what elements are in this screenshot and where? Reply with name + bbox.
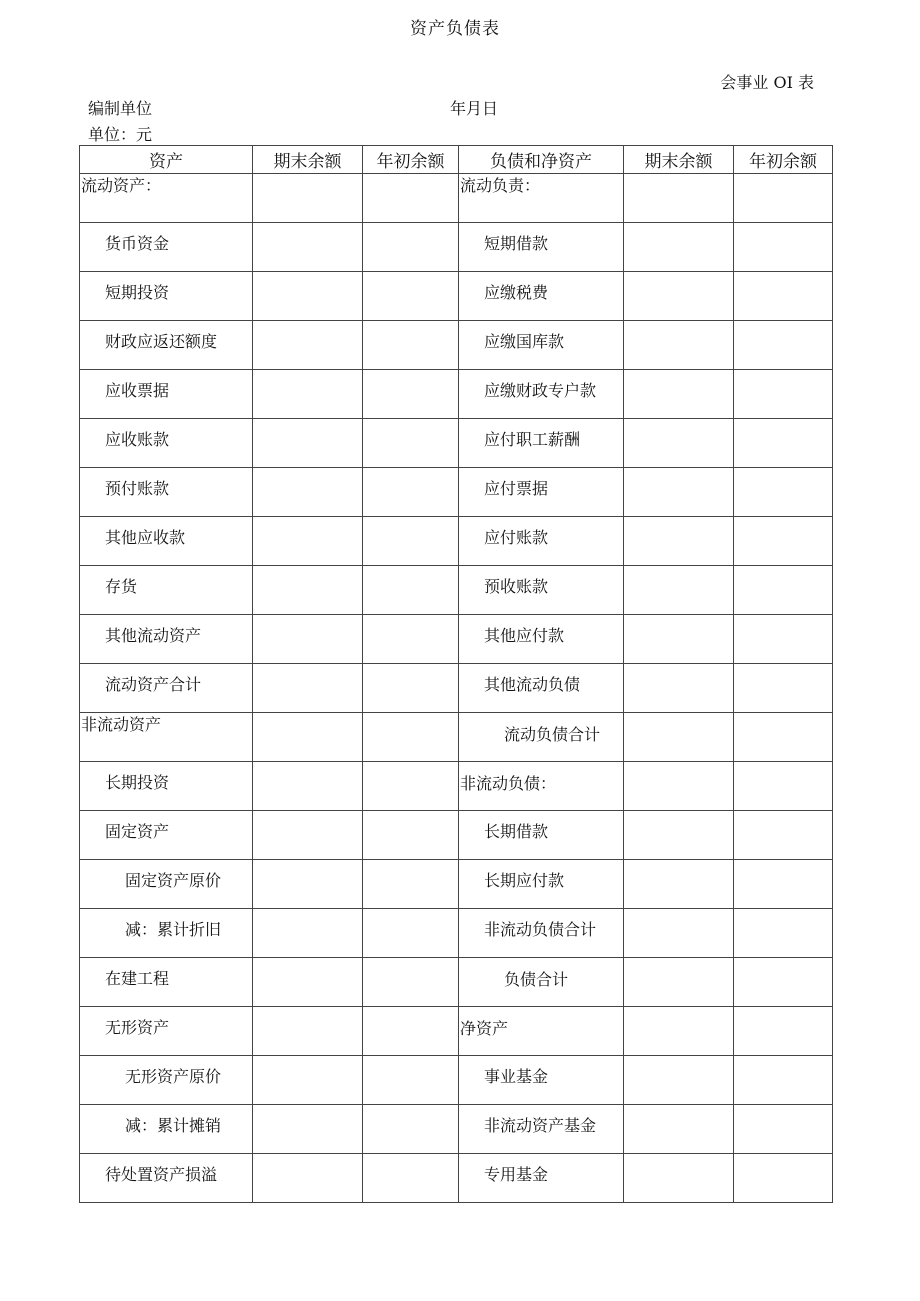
asset-ending-balance-cell[interactable] — [253, 860, 363, 909]
asset-item-cell — [80, 370, 253, 419]
liability-ending-balance-cell[interactable] — [624, 566, 734, 615]
liability-item-cell — [459, 1007, 624, 1056]
header-row — [80, 146, 833, 174]
asset-item-cell — [80, 272, 253, 321]
table-body — [80, 174, 833, 1203]
asset-ending-balance-cell[interactable] — [253, 1007, 363, 1056]
liability-item-label: 非流动负债： — [460, 774, 557, 793]
liability-item-label: 应缴财政专户款 — [484, 381, 597, 400]
table-row — [80, 1105, 833, 1154]
col-header-assets: 资产 — [80, 146, 253, 174]
asset-opening-balance-cell[interactable] — [363, 468, 459, 517]
asset-opening-balance-cell[interactable] — [363, 1154, 459, 1203]
liability-item-cell — [459, 517, 624, 566]
liability-opening-balance-cell[interactable] — [734, 468, 833, 517]
asset-ending-balance-cell[interactable] — [253, 713, 363, 762]
table-row — [80, 419, 833, 468]
asset-item-label: 在建工程 — [105, 969, 170, 988]
liability-opening-balance-cell[interactable] — [734, 272, 833, 321]
asset-opening-balance-cell[interactable] — [363, 1105, 459, 1154]
liability-opening-balance-cell[interactable] — [734, 566, 833, 615]
asset-opening-balance-cell[interactable] — [363, 1056, 459, 1105]
liability-item-cell — [459, 1105, 624, 1154]
compiler-label: 编制单位 — [88, 99, 153, 118]
liability-opening-balance-cell[interactable] — [734, 860, 833, 909]
asset-item-cell — [80, 517, 253, 566]
asset-opening-balance-cell[interactable] — [363, 811, 459, 860]
asset-opening-balance-cell[interactable] — [363, 762, 459, 811]
asset-item-cell — [80, 419, 253, 468]
asset-item-cell — [80, 1056, 253, 1105]
asset-opening-balance-cell[interactable] — [363, 517, 459, 566]
liability-opening-balance-cell[interactable] — [734, 958, 833, 1007]
asset-ending-balance-cell[interactable] — [253, 223, 363, 272]
asset-opening-balance-cell[interactable] — [363, 615, 459, 664]
table-row — [80, 321, 833, 370]
liability-ending-balance-cell[interactable] — [624, 370, 734, 419]
liability-item-label: 非流动负债合计 — [484, 920, 597, 939]
asset-item-label: 非流动资产 — [81, 715, 162, 734]
asset-item-cell — [80, 713, 253, 762]
col-header-liability-ending-balance: 期末余额 — [624, 146, 734, 174]
liability-item-label: 专用基金 — [484, 1165, 549, 1184]
liability-item-cell — [459, 713, 624, 762]
liability-opening-balance-cell[interactable] — [734, 223, 833, 272]
liability-item-label: 其他流动负债 — [484, 675, 581, 694]
asset-ending-balance-cell[interactable] — [253, 174, 363, 223]
asset-item-label: 短期投资 — [105, 283, 170, 302]
liability-item-label: 长期应付款 — [484, 871, 565, 890]
asset-opening-balance-cell[interactable] — [363, 958, 459, 1007]
date-label: 年月日 — [450, 99, 499, 118]
liability-item-label: 非流动资产基金 — [484, 1116, 597, 1135]
liability-item-label: 净资产 — [460, 1019, 509, 1038]
col-header-asset-opening-balance: 年初余额 — [363, 146, 459, 174]
asset-item-label: 货币资金 — [105, 234, 170, 253]
liability-item-cell — [459, 370, 624, 419]
asset-item-cell — [80, 174, 253, 223]
asset-ending-balance-cell[interactable] — [253, 958, 363, 1007]
liability-opening-balance-cell[interactable] — [734, 419, 833, 468]
asset-opening-balance-cell[interactable] — [363, 1007, 459, 1056]
asset-ending-balance-cell[interactable] — [253, 517, 363, 566]
asset-item-label: 固定资产 — [105, 822, 170, 841]
asset-item-label: 流动资产合计 — [105, 675, 202, 694]
asset-item-label: 预付账款 — [105, 479, 170, 498]
asset-item-cell — [80, 860, 253, 909]
table-row — [80, 860, 833, 909]
liability-item-cell — [459, 321, 624, 370]
liability-ending-balance-cell[interactable] — [624, 223, 734, 272]
asset-item-cell — [80, 321, 253, 370]
asset-ending-balance-cell[interactable] — [253, 1105, 363, 1154]
asset-opening-balance-cell[interactable] — [363, 860, 459, 909]
liability-item-cell — [459, 566, 624, 615]
asset-item-label: 固定资产原价 — [125, 871, 222, 890]
liability-item-label: 预收账款 — [484, 577, 549, 596]
liability-opening-balance-cell[interactable] — [734, 762, 833, 811]
asset-item-cell — [80, 615, 253, 664]
table-row — [80, 1056, 833, 1105]
asset-opening-balance-cell[interactable] — [363, 223, 459, 272]
asset-ending-balance-cell[interactable] — [253, 370, 363, 419]
liability-ending-balance-cell[interactable] — [624, 1007, 734, 1056]
liability-item-cell — [459, 762, 624, 811]
liability-ending-balance-cell[interactable] — [624, 174, 734, 223]
liability-item-label: 事业基金 — [484, 1067, 549, 1086]
liability-item-cell — [459, 1154, 624, 1203]
asset-ending-balance-cell[interactable] — [253, 615, 363, 664]
liability-ending-balance-cell[interactable] — [624, 860, 734, 909]
asset-item-label: 存货 — [105, 577, 138, 596]
asset-item-label: 减：累计折旧 — [125, 920, 222, 939]
liability-ending-balance-cell[interactable] — [624, 811, 734, 860]
asset-opening-balance-cell[interactable] — [363, 321, 459, 370]
liability-opening-balance-cell[interactable] — [734, 909, 833, 958]
liability-opening-balance-cell[interactable] — [734, 517, 833, 566]
unit-label: 单位：元 — [88, 125, 153, 144]
liability-ending-balance-cell[interactable] — [624, 958, 734, 1007]
liability-opening-balance-cell[interactable] — [734, 321, 833, 370]
asset-item-cell — [80, 566, 253, 615]
liability-ending-balance-cell[interactable] — [624, 1056, 734, 1105]
asset-ending-balance-cell[interactable] — [253, 811, 363, 860]
asset-item-cell — [80, 762, 253, 811]
asset-item-label: 无形资产 — [105, 1018, 170, 1037]
liability-ending-balance-cell[interactable] — [624, 615, 734, 664]
asset-ending-balance-cell[interactable] — [253, 468, 363, 517]
asset-ending-balance-cell[interactable] — [253, 1154, 363, 1203]
asset-ending-balance-cell[interactable] — [253, 272, 363, 321]
table-row — [80, 1154, 833, 1203]
liability-item-label: 应付票据 — [484, 479, 549, 498]
liability-item-label: 应付账款 — [484, 528, 549, 547]
table-row — [80, 615, 833, 664]
asset-opening-balance-cell[interactable] — [363, 566, 459, 615]
asset-item-label: 其他流动资产 — [105, 626, 202, 645]
asset-item-label: 流动资产： — [81, 176, 162, 195]
liability-item-cell — [459, 1056, 624, 1105]
table-row — [80, 958, 833, 1007]
liability-item-label: 其他应付款 — [484, 626, 565, 645]
asset-item-cell — [80, 1105, 253, 1154]
col-header-liabilities: 负债和净资产 — [459, 146, 624, 174]
form-code: 会事业 OI 表 — [720, 73, 814, 92]
asset-item-cell — [80, 664, 253, 713]
asset-item-cell — [80, 909, 253, 958]
liability-ending-balance-cell[interactable] — [624, 321, 734, 370]
liability-ending-balance-cell[interactable] — [624, 272, 734, 321]
table-row — [80, 272, 833, 321]
asset-item-label: 待处置资产损溢 — [105, 1165, 218, 1184]
asset-item-label: 长期投资 — [105, 773, 170, 792]
liability-item-cell — [459, 174, 624, 223]
liability-item-cell — [459, 419, 624, 468]
asset-opening-balance-cell[interactable] — [363, 419, 459, 468]
liability-item-cell — [459, 909, 624, 958]
liability-opening-balance-cell[interactable] — [734, 370, 833, 419]
asset-item-cell — [80, 223, 253, 272]
asset-item-label: 财政应返还额度 — [105, 332, 218, 351]
asset-ending-balance-cell[interactable] — [253, 762, 363, 811]
liability-opening-balance-cell[interactable] — [734, 1154, 833, 1203]
liability-item-label: 应缴国库款 — [484, 332, 565, 351]
liability-opening-balance-cell[interactable] — [734, 713, 833, 762]
liability-item-label: 长期借款 — [484, 822, 549, 841]
table-row — [80, 713, 833, 762]
liability-item-cell — [459, 860, 624, 909]
asset-item-cell — [80, 958, 253, 1007]
asset-opening-balance-cell[interactable] — [363, 713, 459, 762]
asset-item-label: 其他应收款 — [105, 528, 186, 547]
liability-ending-balance-cell[interactable] — [624, 419, 734, 468]
liability-ending-balance-cell[interactable] — [624, 762, 734, 811]
liability-item-cell — [459, 811, 624, 860]
asset-opening-balance-cell[interactable] — [363, 664, 459, 713]
liability-item-label: 短期借款 — [484, 234, 549, 253]
asset-ending-balance-cell[interactable] — [253, 1056, 363, 1105]
asset-item-cell — [80, 1154, 253, 1203]
asset-item-label: 无形资产原价 — [125, 1067, 222, 1086]
liability-item-cell — [459, 468, 624, 517]
table-row — [80, 174, 833, 223]
table-row — [80, 664, 833, 713]
liability-item-label: 负债合计 — [504, 970, 569, 989]
liability-ending-balance-cell[interactable] — [624, 1105, 734, 1154]
asset-ending-balance-cell[interactable] — [253, 566, 363, 615]
liability-item-cell — [459, 615, 624, 664]
table-row — [80, 566, 833, 615]
asset-ending-balance-cell[interactable] — [253, 321, 363, 370]
liability-opening-balance-cell[interactable] — [734, 1105, 833, 1154]
liability-opening-balance-cell[interactable] — [734, 174, 833, 223]
asset-item-label: 应收票据 — [105, 381, 170, 400]
table-row — [80, 517, 833, 566]
liability-ending-balance-cell[interactable] — [624, 909, 734, 958]
table-row — [80, 370, 833, 419]
liability-opening-balance-cell[interactable] — [734, 811, 833, 860]
liability-ending-balance-cell[interactable] — [624, 664, 734, 713]
liability-ending-balance-cell[interactable] — [624, 1154, 734, 1203]
asset-opening-balance-cell[interactable] — [363, 909, 459, 958]
liability-item-label: 流动负责： — [460, 176, 541, 195]
balance-sheet-table — [79, 145, 833, 1203]
asset-ending-balance-cell[interactable] — [253, 664, 363, 713]
asset-item-cell — [80, 1007, 253, 1056]
table-row — [80, 1007, 833, 1056]
liability-ending-balance-cell[interactable] — [624, 517, 734, 566]
asset-item-label: 应收账款 — [105, 430, 170, 449]
table-row — [80, 468, 833, 517]
col-header-liability-opening-balance: 年初余额 — [734, 146, 833, 174]
liability-item-cell — [459, 958, 624, 1007]
liability-opening-balance-cell[interactable] — [734, 664, 833, 713]
table-row — [80, 762, 833, 811]
asset-opening-balance-cell[interactable] — [363, 174, 459, 223]
table-row — [80, 909, 833, 958]
liability-item-label: 流动负债合计 — [504, 725, 601, 744]
asset-ending-balance-cell[interactable] — [253, 419, 363, 468]
liability-item-label: 应付职工薪酬 — [484, 430, 581, 449]
liability-opening-balance-cell[interactable] — [734, 1056, 833, 1105]
table-row — [80, 223, 833, 272]
asset-item-cell — [80, 468, 253, 517]
asset-opening-balance-cell[interactable] — [363, 370, 459, 419]
asset-opening-balance-cell[interactable] — [363, 272, 459, 321]
liability-item-cell — [459, 664, 624, 713]
liability-ending-balance-cell[interactable] — [624, 713, 734, 762]
asset-ending-balance-cell[interactable] — [253, 909, 363, 958]
asset-item-cell — [80, 811, 253, 860]
col-header-asset-ending-balance: 期末余额 — [253, 146, 363, 174]
page-title: 资产负债表 — [410, 19, 500, 39]
table-row — [80, 811, 833, 860]
asset-item-label: 减：累计摊销 — [125, 1116, 222, 1135]
liability-opening-balance-cell[interactable] — [734, 615, 833, 664]
liability-item-cell — [459, 223, 624, 272]
liability-item-cell — [459, 272, 624, 321]
liability-opening-balance-cell[interactable] — [734, 1007, 833, 1056]
liability-item-label: 应缴税费 — [484, 283, 549, 302]
liability-ending-balance-cell[interactable] — [624, 468, 734, 517]
